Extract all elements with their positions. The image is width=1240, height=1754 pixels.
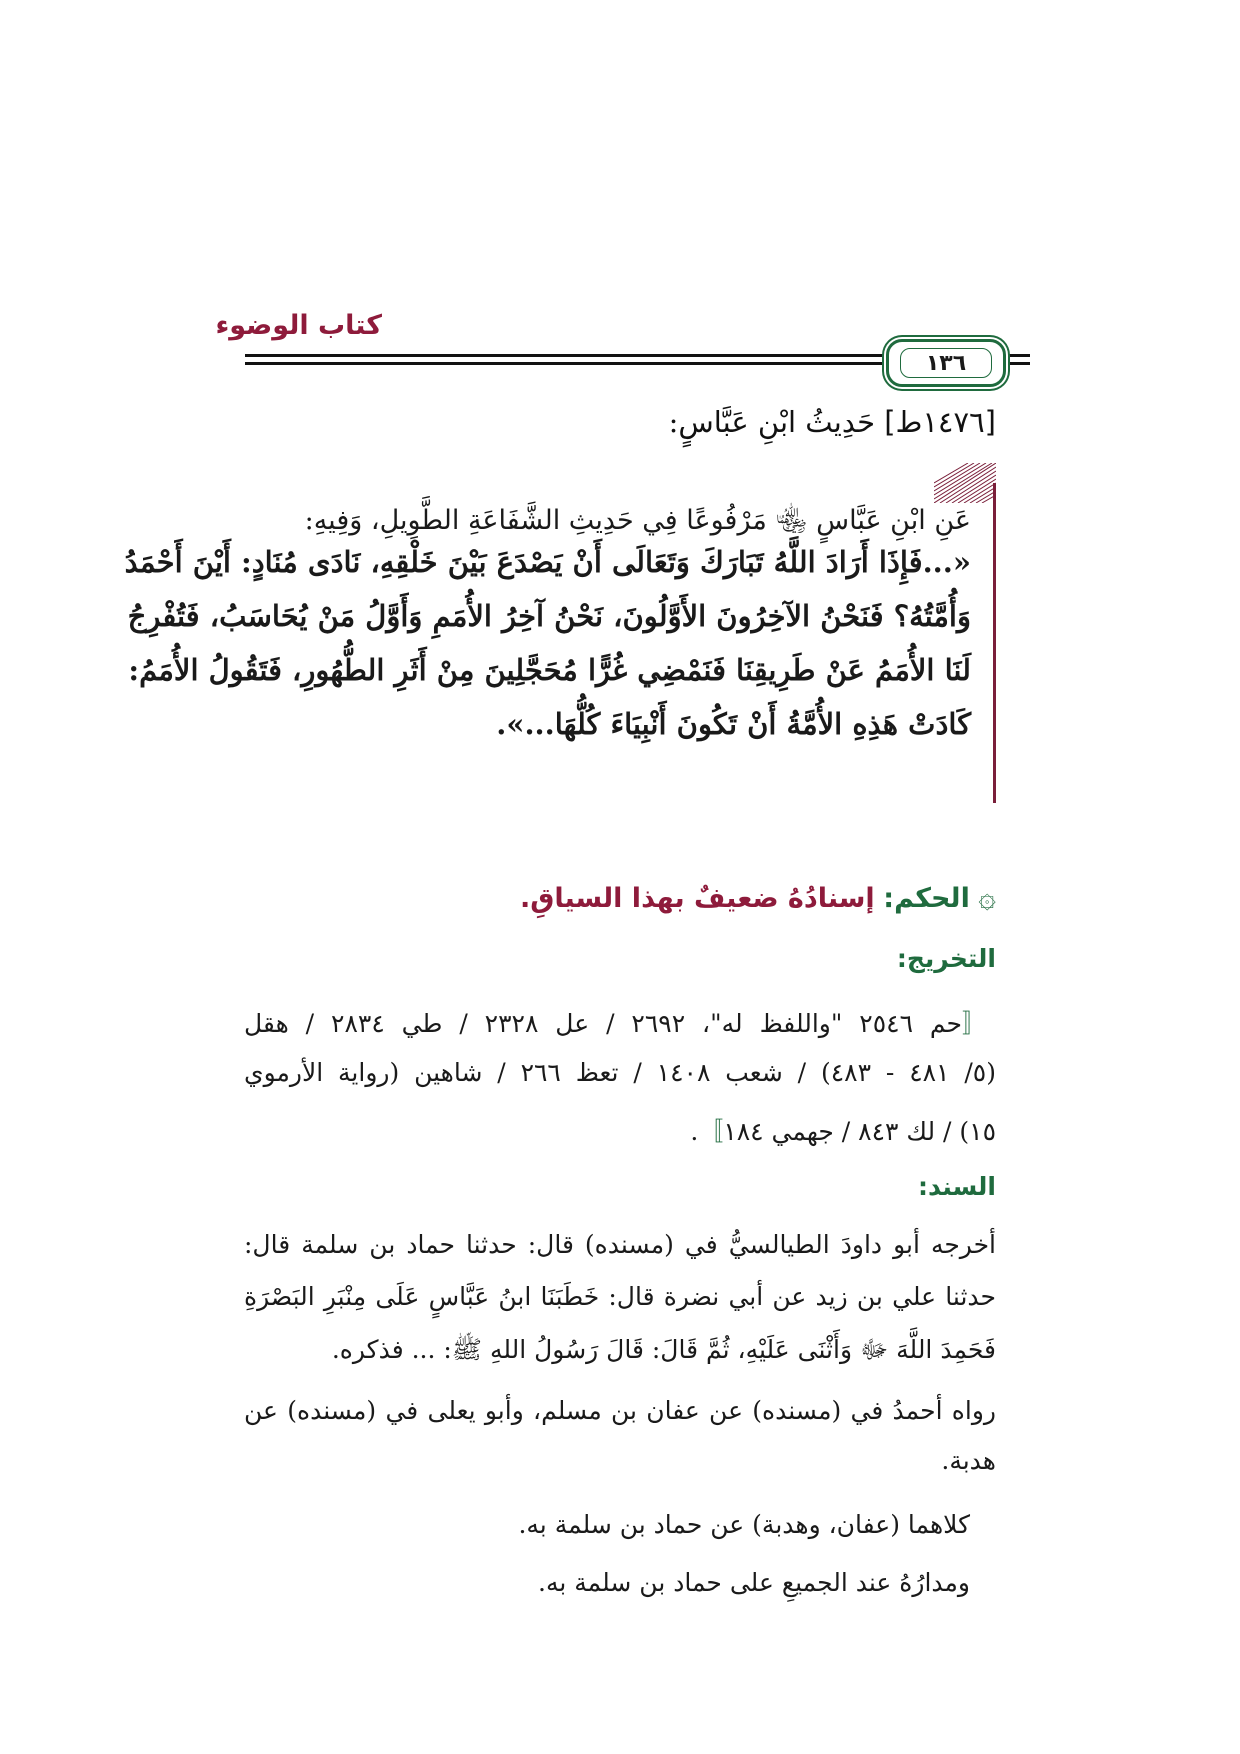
takhrij-title: التخريج: bbox=[896, 944, 996, 973]
header-rule-stub-top bbox=[1006, 354, 1030, 357]
page-number: ١٣٦ bbox=[900, 348, 992, 378]
quote-line: لَنَا الأُمَمُ عَنْ طَرِيقِنَا فَنَمْضِي غُرًّا مُحَجَّلِينَ مِنْ أَثَرِ الطُّهُورِ، فَتَقُولُ الأُمَمُ: bbox=[128, 653, 971, 687]
takhrij-line: (٥/ ٤٨١ - ٤٨٣) / شعب ١٤٠٨ / تعظ ٢٦٦ / شاهين (رواية الأرموي bbox=[244, 1058, 996, 1087]
flower-icon: ۞ bbox=[978, 880, 996, 915]
takhrij-line bbox=[244, 1004, 996, 1040]
hadith-heading bbox=[669, 405, 996, 439]
takhrij-text: ١٥) / لك ٨٤٣ / جهمي ١٨٤ bbox=[723, 1117, 996, 1146]
ruling bbox=[520, 880, 996, 915]
book-title: كتاب الوضوء bbox=[215, 310, 382, 341]
sanad-line: ومدارُهُ عند الجميعِ على حماد بن سلمة به. bbox=[538, 1568, 970, 1597]
quote-line: وَأُمَّتُهُ؟ فَنَحْنُ الآخِرُونَ الأَوَّلُونَ، نَحْنُ آخِرُ الأُمَمِ وَأَوَّلُ مَنْ يُحَاسَبُ، فَتُفْرِجُ bbox=[127, 599, 971, 633]
sanad-line: حدثنا علي بن زيد عن أبي نضرة قال: خَطَبَنَا ابنُ عَبَّاسٍ عَلَى مِنْبَرِ البَصْرَةِ bbox=[244, 1282, 996, 1311]
page-number-badge bbox=[886, 339, 1006, 387]
sanad-line: رواه أحمدُ في (مسنده) عن عفان بن مسلم، وأبو يعلى في (مسنده) عن bbox=[244, 1396, 996, 1425]
ruling-value: إسنادُهُ ضعيفٌ بهذا السياقِ. bbox=[519, 883, 875, 914]
sanad-line: كلاهما (عفان، وهدبة) عن حماد بن سلمة به. bbox=[518, 1510, 970, 1539]
sanad-line: أخرجه أبو داودَ الطيالسيُّ في (مسنده) قال: حدثنا حماد بن سلمة قال: bbox=[244, 1230, 996, 1259]
takhrij-end: . bbox=[690, 1117, 699, 1146]
corner-ornament-icon bbox=[934, 463, 996, 503]
takhrij-text: حم ٢٥٤٦ "واللفظ له"، ٢٦٩٢ / عل ٢٣٢٨ / طي ٢٨٣٤ / هقل bbox=[244, 1009, 963, 1038]
quote-line: كَادَتْ هَذِهِ الأُمَّةُ أَنْ تَكُونَ أَنْبِيَاءَ كُلُّهَا...». bbox=[496, 707, 971, 741]
hadith-text-box bbox=[124, 483, 996, 803]
sanad-title: السند: bbox=[917, 1172, 996, 1201]
sanad-line: هدبة. bbox=[941, 1446, 996, 1475]
sanad-line: فَحَمِدَ اللَّهَ ﷻ وَأَثْنَى عَلَيْهِ، ثُمَّ قَالَ: قَالَ رَسُولُ اللهِ ﷺ: ... فذكره. bbox=[331, 1335, 996, 1364]
quote-line: «...فَإِذَا أَرَادَ اللَّهُ تَبَارَكَ وَتَعَالَى أَنْ يَصْدَعَ بَيْنَ خَلْقِهِ، نَادَى مُنَادٍ: أَيْنَ أَحْمَدُ bbox=[124, 545, 971, 579]
takhrij-line bbox=[244, 1112, 996, 1148]
close-bracket-icon: 〛 bbox=[698, 1117, 724, 1146]
ruling-label: الحكم: bbox=[883, 883, 970, 914]
hadith-number: [١٤٧٦ط] bbox=[884, 405, 996, 439]
hadith-title: حَدِيثُ ابْنِ عَبَّاسٍ: bbox=[668, 405, 875, 439]
quote-intro: عَنِ ابْنِ عَبَّاسٍ ﵄ مَرْفُوعًا فِي حَدِيثِ الشَّفَاعَةِ الطَّوِيلِ، وَفِيهِ: bbox=[304, 505, 971, 536]
header-rule-stub-bottom bbox=[1006, 362, 1030, 365]
open-bracket-icon: 〚 bbox=[962, 1009, 996, 1038]
